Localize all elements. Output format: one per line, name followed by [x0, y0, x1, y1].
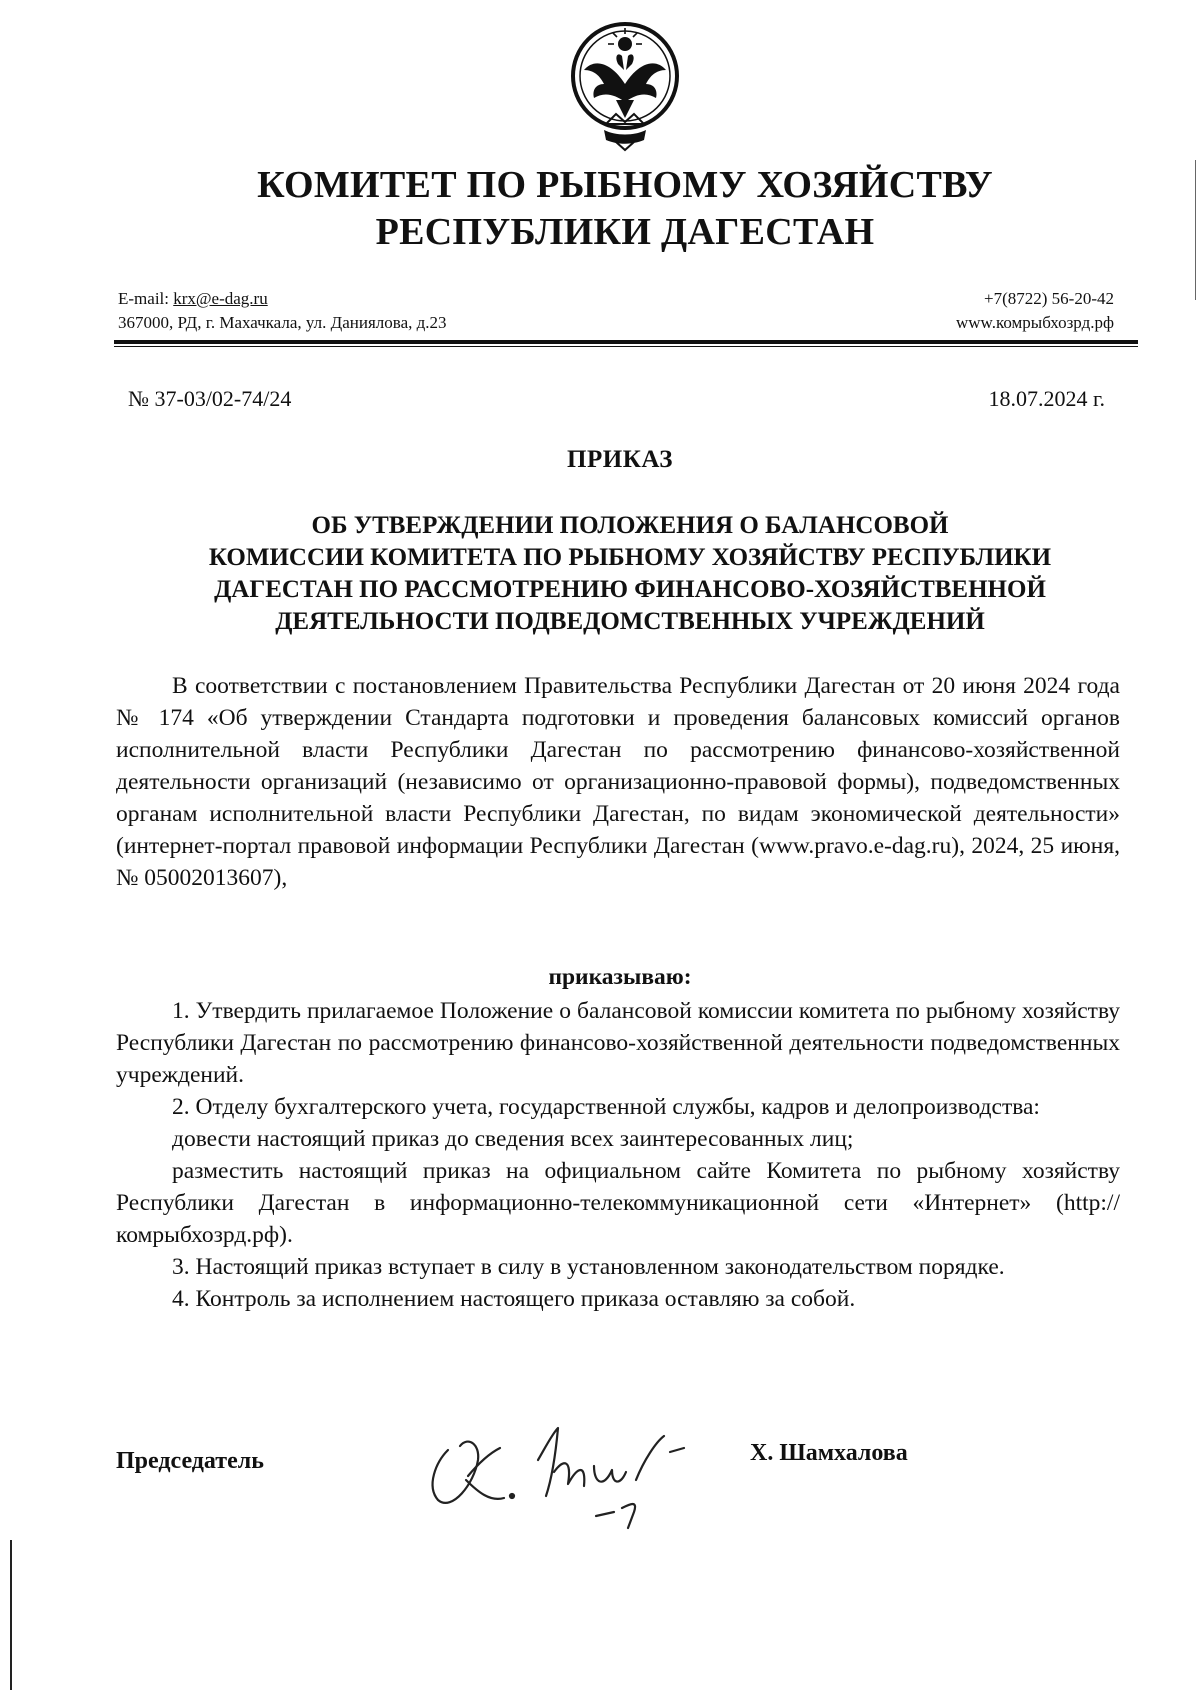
signatory-position: Председатель	[116, 1448, 264, 1474]
order-item: 2. Отделу бухгалтерского учета, государственной службы, кадров и делопроизводства:	[172, 1094, 1040, 1120]
order-word: приказываю:	[548, 964, 692, 990]
order-item: разместить настоящий приказ на официальном сайте Комитета по рыбному хозяйству Республики Дагестан в информационно-телекоммуникационной сети «Интернет» (http://комрыбхозрд.рф).	[116, 1158, 1120, 1248]
organization-title-line-1: КОМИТЕТ ПО РЫБНОМУ ХОЗЯЙСТВУ	[257, 164, 993, 206]
phone-number: +7(8722) 56-20-42	[984, 289, 1114, 308]
emblem-icon	[566, 14, 684, 152]
header-divider-thick	[114, 340, 1138, 344]
registration-date: 18.07.2024 г.	[988, 386, 1105, 411]
website-link[interactable]: www.комрыбхозрд.рф	[956, 313, 1114, 332]
organization-title-line-2: РЕСПУБЛИКИ ДАГЕСТАН	[375, 211, 875, 253]
contact-left-block	[118, 287, 447, 335]
heading-line: ДАГЕСТАН ПО РАССМОТРЕНИЮ ФИНАНСОВО-ХОЗЯЙСТВЕННОЙ	[214, 576, 1046, 603]
email-label: E-mail:	[118, 289, 169, 308]
email-link[interactable]: krx@e-dag.ru	[173, 289, 268, 308]
order-item: довести настоящий приказ до сведения всех заинтересованных лиц;	[172, 1126, 854, 1152]
heading-line: ОБ УТВЕРЖДЕНИИ ПОЛОЖЕНИЯ О БАЛАНСОВОЙ	[311, 512, 949, 539]
scan-edge-left	[10, 1540, 12, 1690]
document-type: ПРИКАЗ	[567, 446, 673, 473]
registration-number: № 37-03/02-74/24	[128, 386, 292, 411]
handwritten-signature-icon	[408, 1400, 738, 1530]
header-divider-thin	[114, 346, 1138, 347]
scan-edge-right	[1195, 160, 1196, 300]
order-items	[116, 995, 1120, 1315]
order-item: 3. Настоящий приказ вступает в силу в установленном законодательством порядке.	[172, 1254, 1005, 1280]
postal-address: 367000, РД, г. Махачкала, ул. Даниялова, д.23	[118, 313, 447, 332]
order-item: 4. Контроль за исполнением настоящего приказа оставляю за собой.	[172, 1286, 856, 1312]
signatory-name: Х. Шамхалова	[750, 1440, 908, 1466]
preamble-paragraph: В соответствии с постановлением Правительства Республики Дагестан от 20 июня 2024 года № 174 «Об утверждении Стандарта подготовки и проведения балансовых комиссий органов исполнительной власти Республики Дагестан по рассмотрению финансово-хозяйственной деятельности организаций (независимо от организационно-правовой формы), подведомственных органам исполнительной власти Республики Дагестан, по видам экономической деятельности» (интернет-портал правовой информации Республики Дагестан (www.pravo.e-dag.ru), 2024, 25 июня, № 05002013607),	[116, 673, 1120, 891]
order-item: 1. Утвердить прилагаемое Положение о балансовой комиссии комитета по рыбному хозяйству Республики Дагестан по рассмотрению финансово-хозяйственной деятельности подведомственных учреждений.	[116, 998, 1120, 1088]
document-heading	[130, 510, 1130, 638]
heading-line: ДЕЯТЕЛЬНОСТИ ПОДВЕДОМСТВЕННЫХ УЧРЕЖДЕНИЙ	[275, 608, 985, 635]
contact-right-block	[956, 287, 1114, 335]
heading-line: КОМИССИИ КОМИТЕТА ПО РЫБНОМУ ХОЗЯЙСТВУ РЕСПУБЛИКИ	[208, 544, 1052, 571]
